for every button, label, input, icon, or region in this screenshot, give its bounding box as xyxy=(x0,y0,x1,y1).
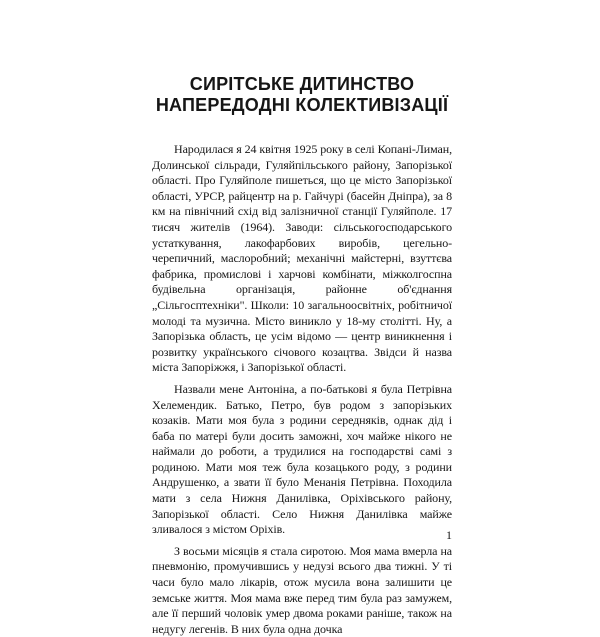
page-number: 1 xyxy=(446,528,452,542)
chapter-title-line-2: НАПЕРЕДОДНІ КОЛЕКТИВІЗАЦІЇ xyxy=(155,95,449,115)
paragraph-family: Назвали мене Антоніна, а по-батькові я була Петрівна Хелемендик. Батько, Петро, був родом з запорізьких козаків. Мати моя була з родини середняків, однак дід і баба по матері були досить заможні, хоч майже нікого не наймали до роботи, а трудилися на господарстві самі з родиною. Мати моя теж була козацького роду, з родини Андрушенко, а звати її було Менанія Петрівна. Походила мати з села Нижня Данилівка, Оріхівського району, Запорізької області. Село Нижня Данилівка майже зливалося з містом Оріхів. xyxy=(152,381,452,537)
chapter-title-line-1: СИРІТСЬКЕ ДИТИНСТВО xyxy=(189,74,415,94)
paragraph-orphanhood: З восьми місяців я стала сиротою. Моя мама вмерла на пневмонію, промучившись у недузі всього два тижні. У ті часи було мало лікарів, отож мусила вона залишити це земське життя. Моя мама вже перед тим була раз замужем, але її перший чоловік умер двома роками раніше, також на недугу легенів. В них була одна дочка xyxy=(152,543,452,636)
paragraph-birth: Народилася я 24 квітня 1925 року в селі Копані-Лиман, Долинської сільради, Гуляйпільського району, Запорізької області. Про Гуляйполе пишеться, що це місто Запорізької області, УРСР, райцентр на р. Гайчурі (басейн Дніпра), за 8 км на північний схід від залізничної станції Гуляйполе. 17 тисяч жителів (1964). Заводи: сільськогосподарського устаткування, лакофарбових виробів, цегельно-черепичний, маслоробний; механічні майстерні, взуттєва фабрика, промислові і харчові комбінати, міжколгоспна будівельна організація, районне об'єднання „Сільгосптехніки". Школи: 10 загальноосвітніх, робітничої молоді та музична. Місто виникло у 18-му столітті. Ну, а Запорізька область, це усім відомо — центр виникнення і розвитку українського січового козацтва. Звідси й назва міста Запоріжжя, і Запорізької області. xyxy=(152,142,452,375)
chapter-title xyxy=(152,74,452,116)
